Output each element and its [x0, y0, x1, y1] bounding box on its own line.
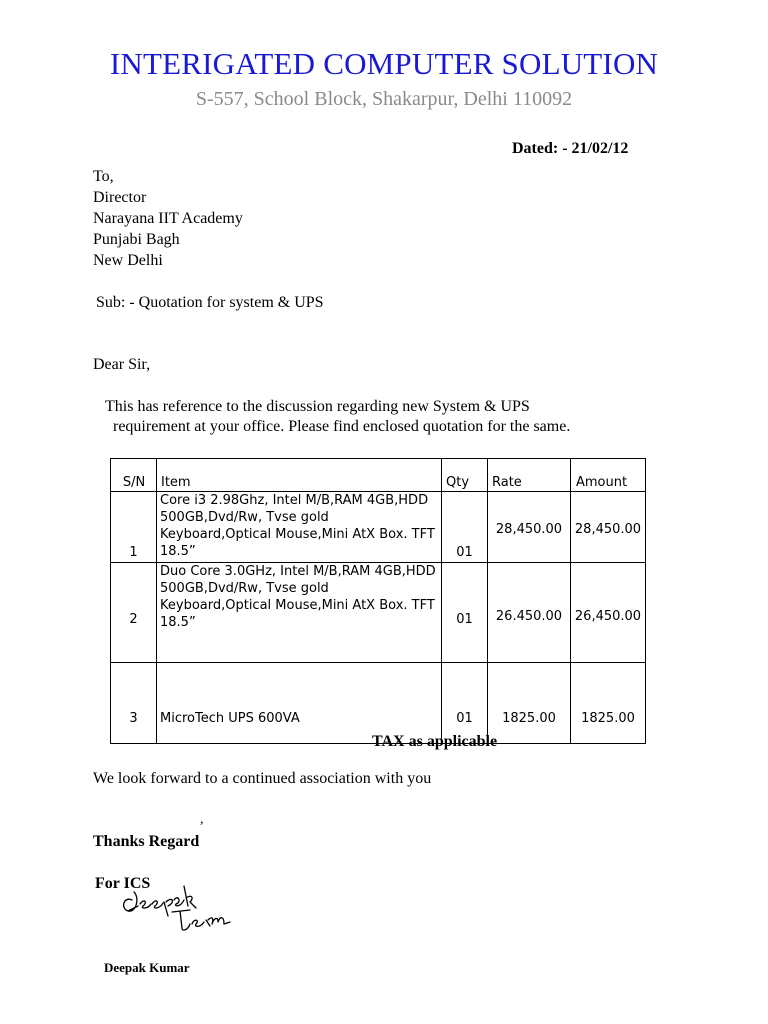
salutation: Dear Sir,: [93, 356, 151, 373]
recipient-organization: Narayana IIT Academy: [93, 210, 243, 227]
row-rate: 28,450.00: [488, 492, 571, 563]
tax-note: TAX as applicable: [372, 733, 498, 750]
for-company: For ICS: [95, 875, 151, 892]
header-sn: S/N: [111, 459, 157, 492]
table-row: [111, 663, 646, 744]
row-amount: 28,450.00: [571, 492, 646, 563]
intro-line-1: This has reference to the discussion regarding new System & UPS: [105, 398, 530, 415]
recipient-to: To,: [93, 168, 114, 185]
row-rate: 26.450.00: [488, 563, 571, 663]
thanks-regard: Thanks Regard: [93, 833, 200, 850]
recipient-locality: Punjabi Bagh: [93, 231, 180, 248]
subject-line: Sub: - Quotation for system & UPS: [96, 294, 324, 311]
intro-line-2: requirement at your office. Please find enclosed quotation for the same.: [113, 418, 571, 435]
row-item: Duo Core 3.0GHz, Intel M/B,RAM 4GB,HDD 500GB,Dvd/Rw, Tvse gold Keyboard,Optical Mouse,Mini AtX Box. TFT 18.5”: [157, 563, 442, 663]
row-qty: 01: [442, 492, 488, 563]
signatory-name: Deepak Kumar: [104, 960, 190, 975]
closing-line: We look forward to a continued association with you: [93, 770, 432, 787]
row-rate: 1825.00: [488, 663, 571, 744]
header-item: Item: [157, 459, 442, 492]
row-amount: 1825.00: [571, 663, 646, 744]
company-name: INTERIGATED COMPUTER SOLUTION: [109, 46, 659, 81]
row-qty: 01: [442, 563, 488, 663]
handwritten-signature: [118, 878, 238, 940]
comma-mark: ,: [200, 812, 204, 827]
date-line: Dated: - 21/02/12: [512, 140, 629, 157]
row-sn: 2: [111, 563, 157, 663]
row-sn: 1: [111, 492, 157, 563]
header-amount: Amount: [571, 459, 646, 492]
table-row: [111, 563, 646, 663]
company-address: S-557, School Block, Shakarpur, Delhi 110092: [195, 88, 573, 110]
header-qty: Qty: [442, 459, 488, 492]
recipient-city: New Delhi: [93, 252, 163, 269]
recipient-title: Director: [93, 189, 147, 206]
row-amount: 26,450.00: [571, 563, 646, 663]
table-header-row: [111, 459, 646, 492]
row-item: Core i3 2.98Ghz, Intel M/B,RAM 4GB,HDD 500GB,Dvd/Rw, Tvse gold Keyboard,Optical Mouse,Mini AtX Box. TFT 18.5”: [157, 492, 442, 563]
row-sn: 3: [111, 663, 157, 744]
row-qty: 01: [442, 663, 488, 744]
header-rate: Rate: [488, 459, 571, 492]
table-row: [111, 492, 646, 563]
row-item: MicroTech UPS 600VA: [157, 663, 442, 744]
quotation-table: [110, 458, 646, 744]
